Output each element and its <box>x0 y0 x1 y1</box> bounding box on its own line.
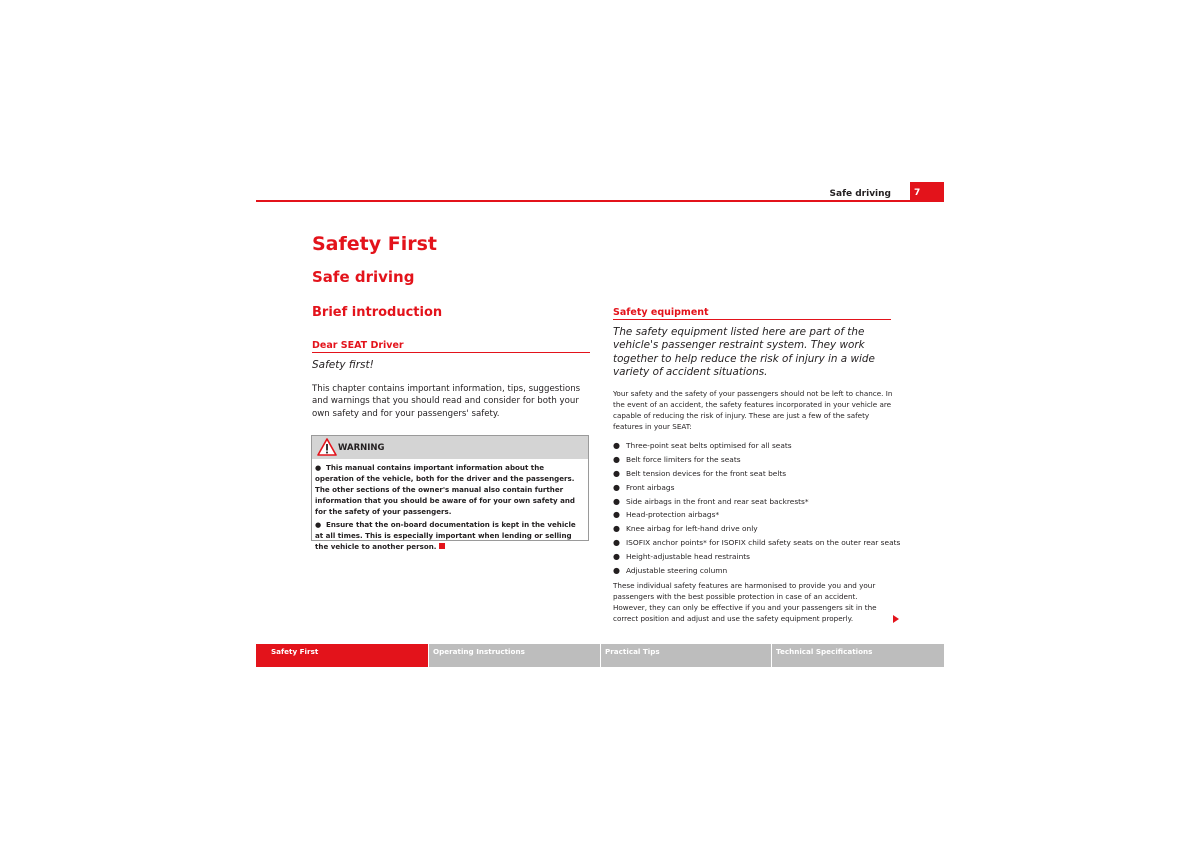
bullet-icon: ● <box>613 510 620 520</box>
section-title: Safe driving <box>312 268 415 286</box>
list-item <box>613 536 903 550</box>
end-of-section-icon <box>439 543 445 549</box>
safety-features-list <box>613 439 903 578</box>
page-number-box <box>910 182 944 202</box>
bullet-icon: ● <box>315 520 322 529</box>
list-item-text: Three-point seat belts optimised for all seats <box>626 441 792 450</box>
bullet-icon: ● <box>613 496 620 506</box>
bullet-icon: ● <box>613 468 620 478</box>
list-item <box>613 508 903 522</box>
list-item-text: Front airbags <box>626 482 675 492</box>
bullet-icon: ● <box>315 463 322 472</box>
list-item <box>613 550 903 564</box>
tab-safety-first[interactable]: Safety First <box>256 644 428 667</box>
bullet-icon: ● <box>613 538 620 548</box>
safety-equipment-lead: The safety equipment listed here are part of the vehicle's passenger restraint system. They work together to help reduce the risk of injury in a wide variety of accident situations. <box>613 326 875 378</box>
tab-operating-instructions[interactable]: Operating Instructions <box>429 644 600 667</box>
warning-body <box>312 459 588 552</box>
chapter-title: Safety First <box>312 233 437 255</box>
list-item <box>613 522 903 536</box>
bullet-icon: ● <box>613 441 620 450</box>
dear-driver-heading: Dear SEAT Driver <box>312 340 590 353</box>
continue-arrow-icon <box>893 615 899 623</box>
warning-triangle-icon <box>317 438 337 456</box>
safety-equipment-heading: Safety equipment <box>613 307 891 320</box>
list-item-text: Knee airbag for left-hand drive only <box>626 524 758 534</box>
warning-title: WARNING <box>338 443 385 453</box>
list-item-text: Height-adjustable head restraints <box>626 552 750 562</box>
bullet-icon: ● <box>613 552 620 562</box>
list-item-text: Belt tension devices for the front seat belts <box>626 468 787 478</box>
safety-paragraph-1: Your safety and the safety of your passengers should not be left to chance. In the event of an accident, the safety features incorporated in your vehicle are capable of reducing the risk of injury. These are just a few of the safety features in your SEAT: <box>613 389 893 431</box>
warning-item-text: Ensure that the on-board documentation is kept in the vehicle at all times. This is especially important when lending or selling the vehicle to another person. <box>315 520 576 551</box>
bullet-icon: ● <box>613 566 620 576</box>
warning-item-text: This manual contains important information about the operation of the vehicle, both for the driver and the passengers. The other sections of the owner's manual also contain further information that you should be aware of for your own safety and for the safety of your passengers. <box>315 463 576 516</box>
warning-item <box>315 462 585 517</box>
list-item <box>613 481 903 495</box>
safety-first-lead: Safety first! <box>312 359 374 371</box>
list-item <box>613 467 903 481</box>
list-item-text: ISOFIX anchor points* for ISOFIX child safety seats on the outer rear seats <box>626 538 901 548</box>
warning-box <box>311 435 589 551</box>
page-number: 7 <box>914 188 921 198</box>
intro-paragraph: This chapter contains important information, tips, suggestions and warnings that you should read and consider for both your own safety and for your passengers' safety. <box>312 384 581 419</box>
bullet-icon: ● <box>613 524 620 534</box>
subsection-title: Brief introduction <box>312 305 443 320</box>
list-item-text: Belt force limiters for the seats <box>626 454 741 464</box>
list-item <box>613 439 903 453</box>
header-rule <box>256 200 944 202</box>
warning-item <box>315 519 585 552</box>
list-item <box>613 564 903 578</box>
list-item <box>613 495 903 509</box>
warning-header <box>312 436 588 459</box>
bullet-icon: ● <box>613 454 620 464</box>
list-item-text: Side airbags in the front and rear seat backrests* <box>626 496 809 506</box>
running-header-section: Safe driving <box>829 189 891 199</box>
list-item <box>613 453 903 467</box>
list-item-text: Head-protection airbags* <box>626 510 720 520</box>
tab-technical-specifications[interactable]: Technical Specifications <box>772 644 944 667</box>
safety-paragraph-2: These individual safety features are harmonised to provide you and your passengers with the best possible protection in case of an accident. However, they can only be effective if you and your passengers sit in the correct position and adjust and use the safety equipment properly. <box>613 581 877 623</box>
tab-practical-tips[interactable]: Practical Tips <box>601 644 771 667</box>
list-item-text: Adjustable steering column <box>626 566 728 576</box>
bullet-icon: ● <box>613 482 620 492</box>
